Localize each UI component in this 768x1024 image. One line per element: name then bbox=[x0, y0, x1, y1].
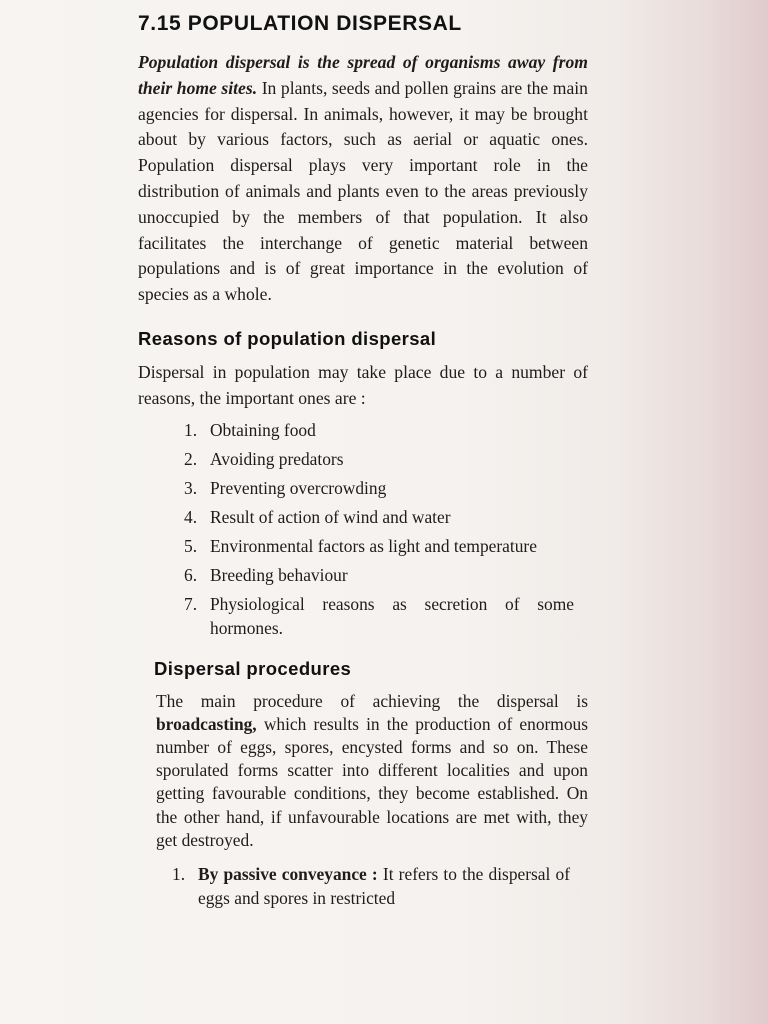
list-item-text: Obtaining food bbox=[210, 419, 316, 440]
page-edge-shadow bbox=[628, 0, 768, 1024]
procedures-text-end: which results in the production of enormous number of eggs, spores, encysted forms and so on. These sporulated forms scatter into different localities and upon getting favourable conditions, they become established. On the other hand, if unfavourable locations are met with, they get destroyed. bbox=[156, 713, 588, 850]
list-item bbox=[184, 534, 574, 558]
list-item bbox=[184, 563, 574, 587]
list-item-number: 2. bbox=[184, 448, 198, 469]
procedures-keyword: broadcasting, bbox=[156, 713, 257, 734]
intro-definition: Population dispersal is the spread of organisms away from their home sites. bbox=[138, 52, 588, 98]
page-content bbox=[138, 12, 588, 910]
list-item-description: It refers to the dispersal of eggs and spores in restricted bbox=[198, 863, 570, 908]
list-item-number: 4. bbox=[184, 506, 198, 527]
intro-body: In plants, seeds and pollen grains are the main agencies for dispersal. In animals, however, it may be brought about by various factors, such as aerial or aquatic ones. Population dispersal plays very important role in the distribution of animals and plants even to the areas previously unoccupied by the members of that population. It also facilitates the interchange of genetic material between populations and is of great importance in the evolution of species as a whole. bbox=[138, 77, 588, 305]
list-item-number: 5. bbox=[184, 535, 198, 556]
list-item bbox=[184, 505, 574, 529]
list-item bbox=[184, 592, 574, 640]
list-item-number: 7. bbox=[184, 593, 198, 614]
reasons-list bbox=[138, 418, 574, 640]
list-item-text: Result of action of wind and water bbox=[210, 506, 451, 527]
list-item-text: Avoiding predators bbox=[210, 448, 344, 469]
list-item-term: By passive conveyance : bbox=[198, 863, 378, 884]
list-item-text bbox=[198, 862, 570, 910]
procedures-heading: Dispersal procedures bbox=[154, 657, 352, 679]
intro-paragraph bbox=[138, 50, 588, 308]
procedures-list bbox=[138, 862, 570, 910]
list-item-number: 1. bbox=[184, 419, 198, 440]
reasons-intro: Dispersal in population may take place due to a number of reasons, the important ones are : bbox=[138, 361, 588, 408]
procedures-text-start: The main procedure of achieving the dispersal is bbox=[156, 690, 588, 711]
list-item-text: Breeding behaviour bbox=[210, 564, 348, 585]
list-item bbox=[184, 418, 574, 442]
list-item-number: 6. bbox=[184, 564, 198, 585]
list-item-text: Environmental factors as light and temperature bbox=[210, 535, 537, 556]
list-item-text: Physiological reasons as secretion of some hormones. bbox=[210, 593, 574, 638]
list-item bbox=[184, 447, 574, 471]
list-item-number: 3. bbox=[184, 477, 198, 498]
list-item-number: 1. bbox=[172, 863, 186, 884]
list-item bbox=[172, 862, 570, 910]
list-item-text: Preventing overcrowding bbox=[210, 477, 387, 498]
reasons-heading: Reasons of population dispersal bbox=[138, 327, 437, 349]
procedures-paragraph bbox=[156, 690, 588, 852]
list-item bbox=[184, 476, 574, 500]
section-title: 7.15 POPULATION DISPERSAL bbox=[138, 12, 462, 35]
